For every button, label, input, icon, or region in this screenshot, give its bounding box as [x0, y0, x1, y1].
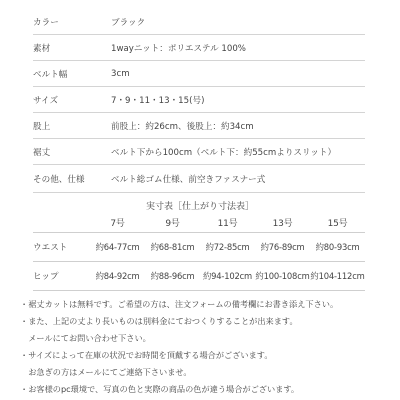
size-cell: 約68-81cm [150, 242, 195, 252]
spec-value: 3cm [111, 68, 130, 79]
size-cell: 約88-96cm [150, 271, 195, 281]
spec-row-size [33, 87, 365, 113]
spec-value: ブラック [111, 18, 146, 28]
size-header-cell: 13号 [272, 218, 293, 229]
size-header-cell: 9号 [165, 218, 180, 229]
spec-row-material [33, 35, 365, 61]
spec-value: 7・9・11・13・15(号) [111, 95, 205, 106]
spec-key: その他、仕様 [33, 174, 85, 185]
spec-row-rise [33, 113, 365, 139]
note-line: ・サイズによって在庫の状況でお時間を頂戴する場合がございます。 [20, 350, 273, 360]
note-line: メールにてお問い合わせ下さい。 [20, 333, 151, 343]
size-cell: 約104-112cm [310, 271, 365, 281]
spec-key: 裾丈 [33, 147, 51, 158]
notes [20, 296, 390, 398]
size-cell: 約94-102cm [202, 271, 252, 281]
spec-row-other [33, 165, 365, 193]
spec-table [33, 10, 365, 193]
spec-value: ベルト下から100cm（ベルト下：約55cmよりスリット） [111, 147, 337, 158]
size-table-header [33, 212, 365, 233]
spec-row-color [33, 10, 365, 35]
size-table-title: 実寸表［仕上がり寸法表］ [145, 202, 254, 212]
size-row-waist [33, 233, 365, 262]
size-row-hip [33, 262, 365, 291]
spec-key: 股上 [33, 121, 51, 132]
size-header-cell: 11号 [217, 218, 238, 229]
spec-row-belt-width [33, 61, 365, 87]
note-line: ・お客様のpc環境で、写真の色と実際の商品の色が違う場合がございます。 [20, 384, 300, 394]
spec-row-length [33, 139, 365, 165]
size-row-label: ウエスト [33, 243, 68, 253]
size-cell: 約84-92cm [95, 271, 140, 281]
size-table [33, 212, 365, 291]
size-cell: 約100-108cm [255, 271, 310, 281]
note-line: ・裾丈カットは無料です。ご希望の方は、注文フォームの備考欄にお書き添え下さい。 [20, 299, 339, 309]
note-line: ・また、上記の丈より長いものは別料金にておつくりすることが出来ます。 [20, 316, 298, 326]
spec-key: ベルト幅 [33, 69, 68, 80]
size-header-cell: 15号 [327, 218, 348, 229]
size-cell: 約72-85cm [205, 242, 250, 252]
spec-key: サイズ [33, 95, 59, 106]
size-header-cell: 7号 [110, 218, 125, 229]
spec-value: 前股上：約26cm、後股上：約34cm [111, 121, 254, 132]
spec-key: カラー [33, 18, 59, 28]
size-cell: 約64-77cm [95, 242, 140, 252]
spec-key: 素材 [33, 43, 51, 54]
size-row-label: ヒップ [33, 272, 59, 282]
spec-value: 1wayニット：ポリエステル 100% [111, 43, 246, 54]
size-cell: 約80-93cm [315, 242, 360, 252]
note-line: お急ぎの方はメールにてご連絡下さいませ。 [20, 367, 192, 377]
size-cell: 約76-89cm [260, 242, 305, 252]
spec-value: ベルト総ゴム仕様、前空きファスナー式 [111, 174, 266, 185]
